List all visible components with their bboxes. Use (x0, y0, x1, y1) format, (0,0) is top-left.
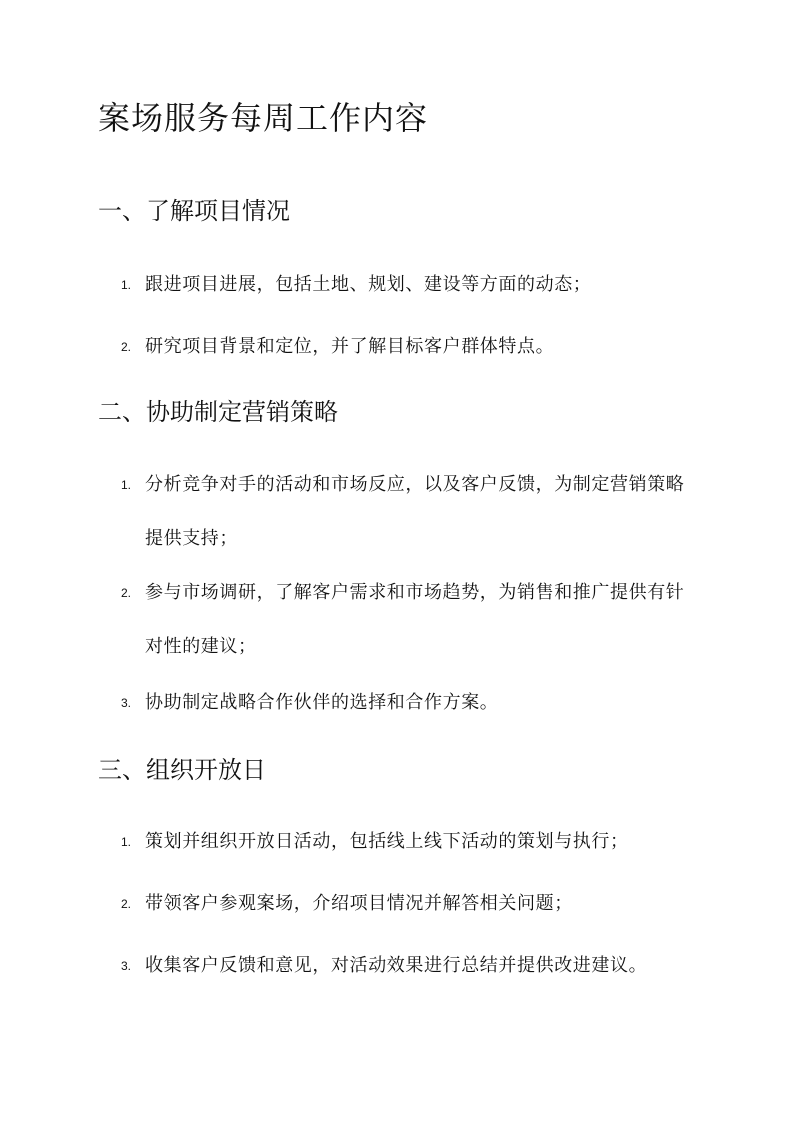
list-item-text: 策划并组织开放日活动，包括线上线下活动的策划与执行； (145, 831, 629, 852)
list-item-text: 研究项目背景和定位，并了解目标客户群体特点。 (145, 336, 555, 357)
list-item (121, 877, 691, 931)
document-title: 案场服务每周工作内容 (98, 99, 429, 137)
list-item-number: 1. (121, 835, 132, 849)
list-item (121, 676, 691, 730)
list-item-text: 收集客户反馈和意见，对活动效果进行总结并提供改进建议。 (145, 955, 648, 976)
list-item (121, 815, 691, 869)
list-item-text: 跟进项目进展，包括土地、规划、建设等方面的动态； (145, 274, 592, 295)
list-item (121, 320, 691, 374)
section-heading-3: 三、组织开放日 (98, 756, 266, 784)
list-item-text: 带领客户参观案场，介绍项目情况并解答相关问题； (145, 893, 573, 914)
list-item-text: 协助制定战略合作伙伴的选择和合作方案。 (145, 692, 499, 713)
list-item (121, 458, 691, 566)
list-item-number: 3. (121, 696, 132, 710)
list-item-text: 分析竞争对手的活动和市场反应，以及客户反馈，为制定营销策略提供支持； (145, 474, 685, 549)
list-item-number: 1. (121, 478, 132, 492)
list-item (121, 566, 691, 674)
list-item (121, 939, 691, 993)
list-item (121, 258, 691, 312)
list-item-number: 2. (121, 897, 132, 911)
section-heading-1: 一、了解项目情况 (98, 197, 290, 225)
list-item-number: 1. (121, 278, 132, 292)
list-item-text: 参与市场调研，了解客户需求和市场趋势，为销售和推广提供有针对性的建议； (145, 582, 685, 657)
list-item-number: 3. (121, 959, 132, 973)
list-item-number: 2. (121, 340, 132, 354)
section-heading-2: 二、协助制定营销策略 (98, 398, 338, 426)
list-item-number: 2. (121, 586, 132, 600)
